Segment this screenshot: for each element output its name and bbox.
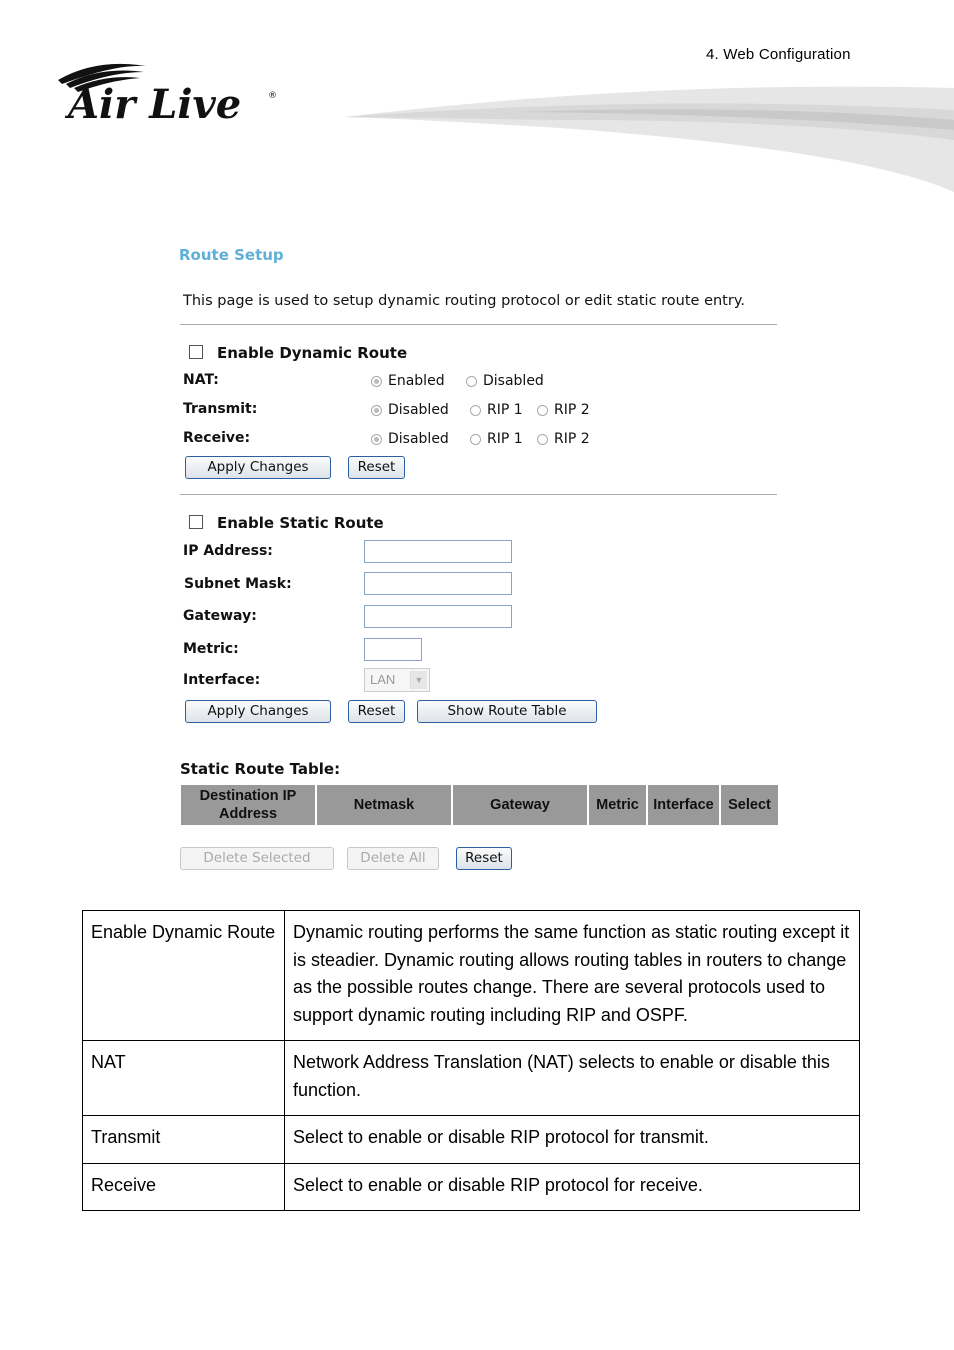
static-reset-button[interactable]: Reset bbox=[348, 700, 405, 723]
dynamic-apply-changes-button[interactable]: Apply Changes bbox=[185, 456, 331, 479]
interface-label: Interface: bbox=[183, 672, 261, 688]
ip-address-label: IP Address: bbox=[183, 543, 273, 559]
delete-selected-button[interactable]: Delete Selected bbox=[180, 847, 334, 870]
description-cell: Select to enable or disable RIP protocol for transmit. bbox=[285, 1116, 860, 1164]
description-cell: Dynamic routing performs the same function as static routing except it is steadier. Dynamic routing allows routing tables in routers to change as the possible routes change. There are several protocols used to support dynamic routing including RIP and OSPF. bbox=[285, 911, 860, 1041]
transmit-disabled-label: Disabled bbox=[388, 402, 449, 418]
receive-rip2-label: RIP 2 bbox=[554, 431, 590, 447]
receive-disabled-radio[interactable] bbox=[371, 434, 382, 445]
transmit-rip1-radio[interactable] bbox=[470, 405, 481, 416]
definition-table bbox=[82, 910, 860, 1211]
dynamic-reset-button[interactable]: Reset bbox=[348, 456, 405, 479]
nat-disabled-radio[interactable] bbox=[466, 376, 477, 387]
subnet-mask-label: Subnet Mask: bbox=[184, 576, 292, 592]
receive-rip2-radio[interactable] bbox=[537, 434, 548, 445]
nat-disabled-label: Disabled bbox=[483, 373, 544, 389]
svg-text:®: ® bbox=[268, 91, 277, 101]
metric-label: Metric: bbox=[183, 641, 239, 657]
subnet-mask-input[interactable] bbox=[364, 572, 512, 595]
delete-all-button[interactable]: Delete All bbox=[347, 847, 439, 870]
page-title: Route Setup bbox=[179, 246, 284, 264]
metric-input[interactable] bbox=[364, 638, 422, 661]
column-header-select: Select bbox=[721, 785, 778, 825]
table-row bbox=[83, 1163, 860, 1211]
enable-static-route-checkbox[interactable] bbox=[189, 515, 203, 529]
interface-select[interactable] bbox=[364, 668, 430, 692]
interface-select-value: LAN bbox=[370, 672, 396, 687]
table-reset-button[interactable]: Reset bbox=[456, 847, 512, 870]
show-route-table-button[interactable]: Show Route Table bbox=[417, 700, 597, 723]
description-cell: Select to enable or disable RIP protocol for receive. bbox=[285, 1163, 860, 1211]
transmit-disabled-radio[interactable] bbox=[371, 405, 382, 416]
column-header-metric: Metric bbox=[589, 785, 646, 825]
table-row bbox=[83, 1116, 860, 1164]
ip-address-input[interactable] bbox=[364, 540, 512, 563]
nat-label: NAT: bbox=[183, 372, 219, 388]
nat-enabled-label: Enabled bbox=[388, 373, 445, 389]
column-header-gateway: Gateway bbox=[453, 785, 587, 825]
gateway-label: Gateway: bbox=[183, 608, 257, 624]
term-cell: Enable Dynamic Route bbox=[83, 911, 285, 1041]
table-row bbox=[83, 911, 860, 1041]
transmit-rip2-radio[interactable] bbox=[537, 405, 548, 416]
receive-rip1-radio[interactable] bbox=[470, 434, 481, 445]
transmit-rip2-label: RIP 2 bbox=[554, 402, 590, 418]
static-apply-changes-button[interactable]: Apply Changes bbox=[185, 700, 331, 723]
divider bbox=[180, 324, 777, 325]
nat-enabled-radio[interactable] bbox=[371, 376, 382, 387]
divider bbox=[180, 494, 777, 495]
static-route-table-caption: Static Route Table: bbox=[180, 760, 341, 778]
header-swoosh-graphic bbox=[0, 80, 954, 205]
term-cell: Transmit bbox=[83, 1116, 285, 1164]
chapter-header: 4. Web Configuration bbox=[706, 46, 851, 63]
column-header-netmask: Netmask bbox=[317, 785, 451, 825]
gateway-input[interactable] bbox=[364, 605, 512, 628]
table-row bbox=[83, 1041, 860, 1116]
receive-label: Receive: bbox=[183, 430, 251, 446]
receive-disabled-label: Disabled bbox=[388, 431, 449, 447]
term-cell: NAT bbox=[83, 1041, 285, 1116]
description-cell: Network Address Translation (NAT) selects to enable or disable this function. bbox=[285, 1041, 860, 1116]
page-description: This page is used to setup dynamic routing protocol or edit static route entry. bbox=[183, 293, 745, 309]
receive-rip1-label: RIP 1 bbox=[487, 431, 523, 447]
chevron-down-icon: ▼ bbox=[410, 671, 427, 689]
term-cell: Receive bbox=[83, 1163, 285, 1211]
enable-static-route-label: Enable Static Route bbox=[217, 514, 384, 532]
enable-dynamic-route-checkbox[interactable] bbox=[189, 345, 203, 359]
transmit-rip1-label: RIP 1 bbox=[487, 402, 523, 418]
column-header-destination: Destination IP Address bbox=[181, 785, 315, 825]
column-header-interface: Interface bbox=[648, 785, 719, 825]
transmit-label: Transmit: bbox=[183, 401, 258, 417]
enable-dynamic-route-label: Enable Dynamic Route bbox=[217, 344, 408, 362]
logo-wordmark: Air Live bbox=[68, 81, 242, 126]
